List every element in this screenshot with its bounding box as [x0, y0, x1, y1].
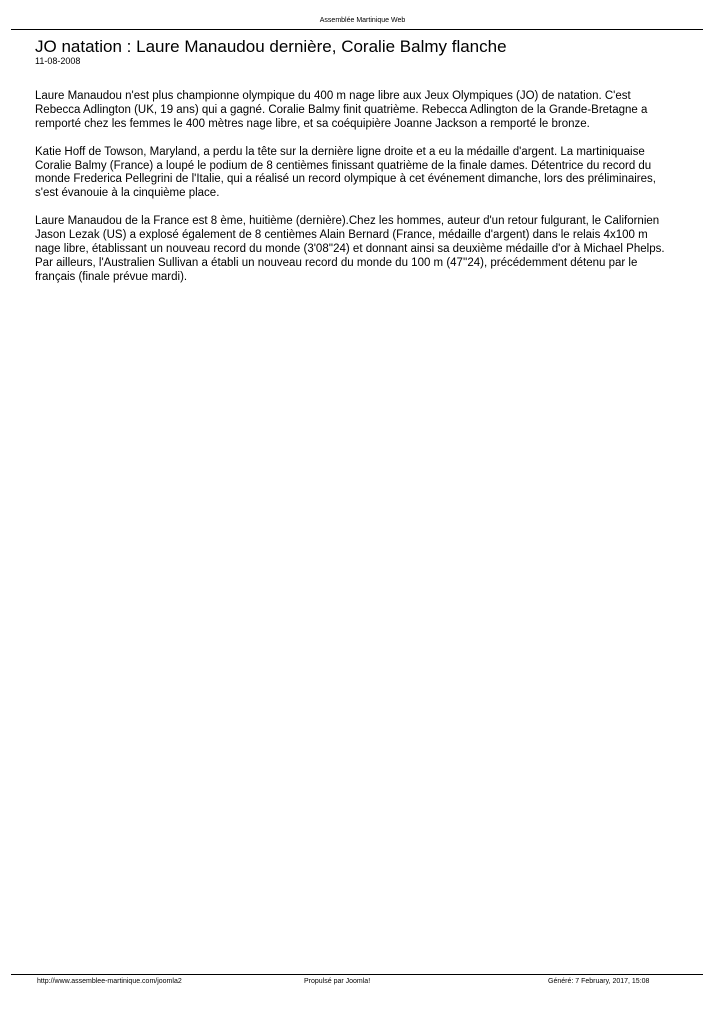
site-name-header: Assemblée Martinique Web [319, 17, 406, 24]
header-divider [11, 29, 703, 30]
article-body [35, 90, 675, 285]
footer-url-link[interactable]: http://www.assemblee-martinique.com/joomla2 [37, 978, 182, 985]
footer-powered-by: Propulsé par Joomla! [304, 978, 371, 985]
article-date: 11-08-2008 [35, 56, 81, 66]
article-paragraph: Laure Manaudou n'est plus championne olympique du 400 m nage libre aux Jeux Olympiques (JO) de natation. C'est Rebecca Adlington (UK, 19 ans) qui a gagné. Coralie Balmy finit quatrième. Rebecca Adlington de la Grande-Bretagne a remporté chez les femmes le 400 mètres nage libre, et sa coéquipière Joanne Jackson a remporté le bronze. [35, 90, 648, 130]
article-paragraph: Katie Hoff de Towson, Maryland, a perdu la tête sur la dernière ligne droite et a eu la médaille d'argent. La martiniquaise Coralie Balmy (France) a loupé le podium de 8 centièmes finissant quatrième de la finale dames. Détentrice du record du monde Frederica Pellegrini de l'Italie, qui a réalisé un record olympique à cet événement dimanche, lors des préliminaires, s'est évanouie à la cinquième place. [35, 145, 656, 200]
footer-generated-date: Généré: 7 February, 2017, 15:08 [548, 978, 650, 985]
footer-divider [11, 974, 703, 975]
article-paragraph: Laure Manaudou de la France est 8 ème, huitième (dernière).Chez les hommes, auteur d'un retour fulgurant, le Californien Jason Lezak (US) a explosé également de 8 centièmes Alain Bernard (France, médaille d'argent) dans le relais 4x100 m nage libre, établissant un nouveau record du monde (3'08''24) et donnant ainsi sa deuxième médaille d'or à Michael Phelps. Par ailleurs, l'Australien Sullivan a établi un nouveau record du monde du 100 m (47''24), précédemment détenu par le français (finale prévue mardi). [35, 215, 665, 283]
article [35, 37, 675, 299]
article-title: JO natation : Laure Manaudou dernière, Coralie Balmy flanche [35, 37, 507, 56]
